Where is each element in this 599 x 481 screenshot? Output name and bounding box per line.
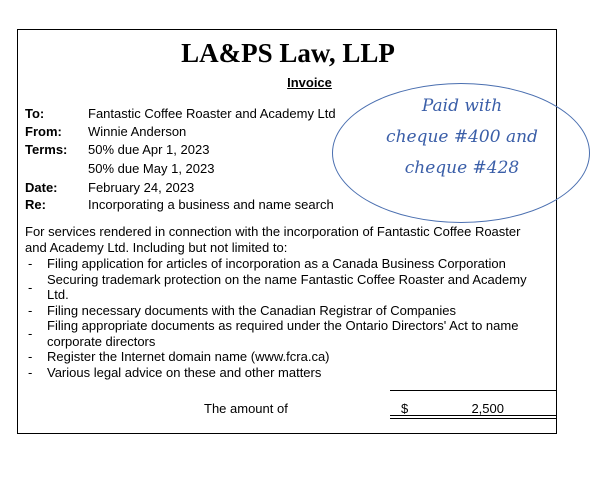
amount-currency: $ — [401, 401, 409, 416]
from-value: Winnie Anderson — [88, 124, 187, 139]
list-item: - Filing necessary documents with the Canadian Registrar of Companies — [28, 302, 456, 318]
to-value: Fantastic Coffee Roaster and Academy Ltd — [88, 106, 336, 121]
to-label: To: — [25, 106, 45, 121]
amount-value: 2,500 — [471, 401, 504, 416]
amount-top-rule — [390, 390, 557, 391]
services-list — [25, 256, 550, 380]
terms-value-2: 50% due May 1, 2023 — [88, 161, 215, 176]
paid-stamp — [332, 83, 590, 223]
invoice-title: Invoice — [287, 75, 332, 90]
amount-double-rule-2 — [390, 418, 557, 419]
terms-value-1: 50% due Apr 1, 2023 — [88, 142, 210, 157]
list-item: - Securing trademark protection on the name Fantastic Coffee Roaster and Academy Ltd. — [28, 271, 527, 302]
re-label: Re: — [25, 197, 46, 212]
amount-label: The amount of — [204, 401, 288, 416]
re-value: Incorporating a business and name search — [88, 197, 334, 212]
list-item: - Filing appropriate documents as required under the Ontario Directors' Act to name corporate directors — [28, 318, 519, 349]
date-label: Date: — [25, 180, 58, 195]
stamp-line-3: cheque #428 — [404, 158, 520, 178]
firm-name: LA&PS Law, LLP — [181, 38, 395, 68]
list-item: - Register the Internet domain name (www.fcra.ca) — [28, 349, 330, 364]
terms-label: Terms: — [25, 142, 68, 157]
stamp-line-1: Paid with — [421, 96, 503, 116]
list-item: - Filing application for articles of incorporation as a Canada Business Corporation — [28, 256, 506, 271]
date-value: February 24, 2023 — [88, 180, 195, 195]
from-label: From: — [25, 124, 62, 139]
services-intro: For services rendered in connection with the incorporation of Fantastic Coffee Roaster and Academy Ltd. Including but not limited to: — [25, 224, 521, 255]
amount-double-rule-1 — [390, 415, 557, 416]
stamp-line-2: cheque #400 and — [386, 127, 538, 147]
list-item: - Various legal advice on these and other matters — [28, 364, 322, 380]
